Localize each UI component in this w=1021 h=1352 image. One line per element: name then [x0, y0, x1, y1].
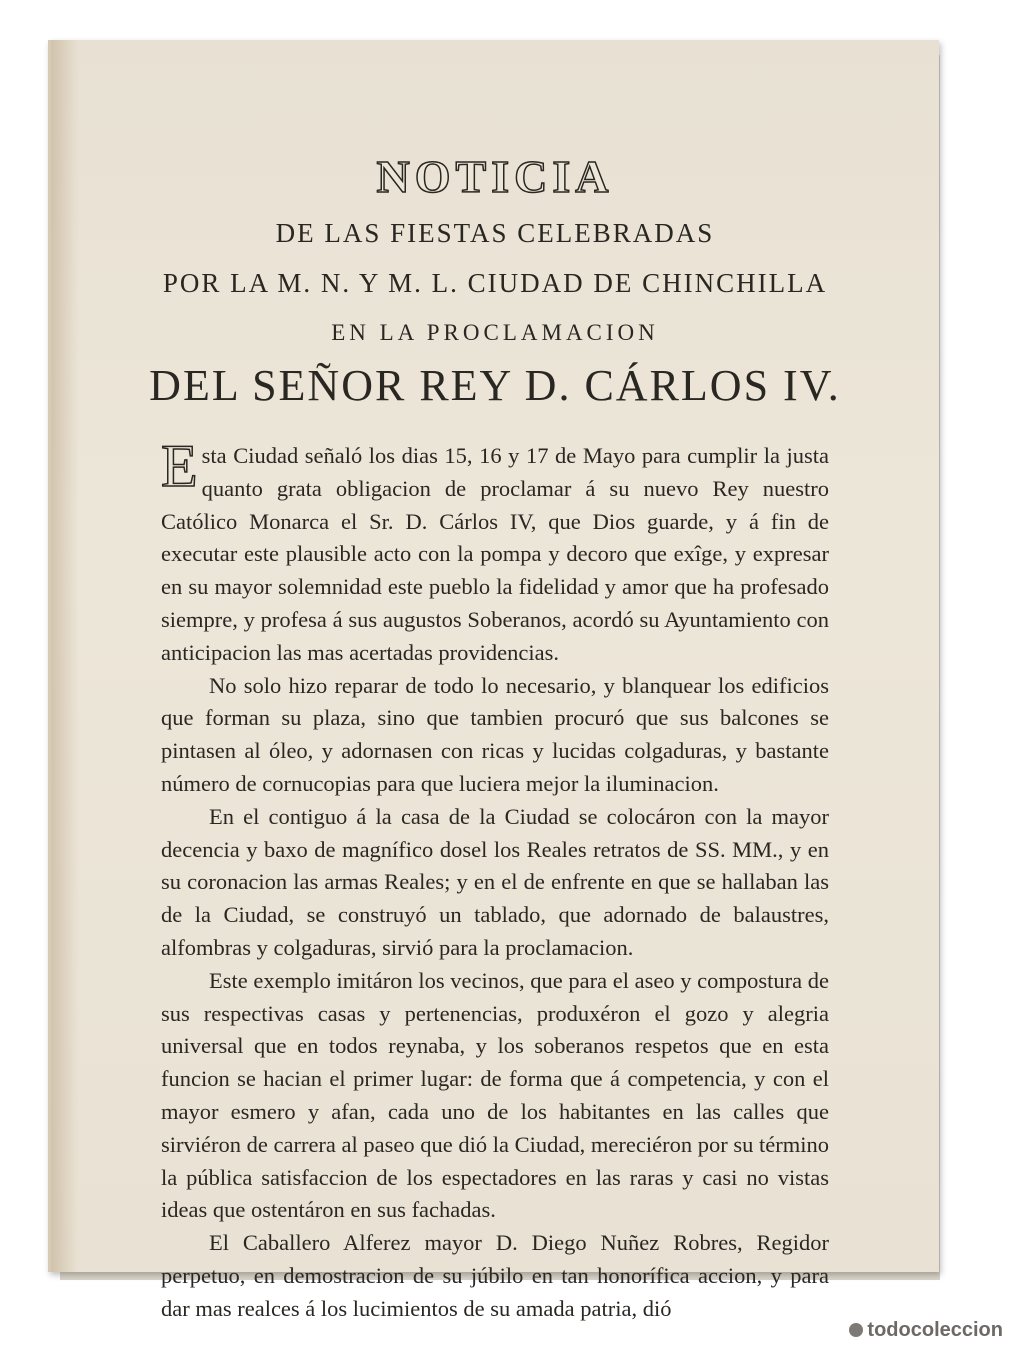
drop-cap: E [161, 433, 198, 499]
paragraph-3: En el contiguo á la casa de la Ciudad se colocáron con la mayor decencia y baxo de magnífico dosel los Reales retratos de SS. MM., y en su coronacion las armas Reales; y en el de enfrente en que se hallaban las de la Ciudad, se construyó un tablado, que adornado de balaustres, alfombras y colgaduras, sirvió para la proclamacion. [161, 803, 829, 960]
paragraph-4: Este exemplo imitáron los vecinos, que para el aseo y compostura de sus respectivas casas y pertenencias, produxéron el gozo y alegria universal que en todos reynaba, y los soberanos respetos que en esta funcion se hacian el primer lugar: de forma que á competencia, y con el mayor esmero y afan, cada uno de los habitantes en las calles que sirviéron de carrera al paseo que dió la Ciudad, mereciéron por su término la pública satisfaccion de los espectadores en las raras y casi no vistas ideas que ostentáron en sus fachadas. [161, 967, 829, 1223]
body-text [161, 433, 829, 1326]
paragraph-2: No solo hizo reparar de todo lo necesario, y blanquear los edificios que forman su plaza, sino que tambien procuró que sus balcones se pintasen al óleo, y adornasen con ricas y lucidas colgaduras, y bastante número de cornucopias para que luciera mejor la iluminacion. [161, 672, 829, 796]
paragraph-1 [161, 433, 829, 670]
heading-line-2: POR LA M. N. Y M. L. CIUDAD DE CHINCHILLA [162, 268, 828, 298]
heading-line-1: DE LAS FIESTAS CELEBRADAS [275, 218, 715, 248]
heading-line-3: EN LA PROCLAMACION [331, 320, 659, 345]
paragraph-5: El Caballero Alferez mayor D. Diego Nuñez Robres, Regidor perpetuo, en demostracion de su júbilo en tan honorífica accion, y para dar mas realces á los lucimientos de su amada patria, dió [161, 1230, 829, 1321]
watermark-text: todocoleccion [867, 1319, 1003, 1341]
watermark-logo [849, 1319, 1003, 1342]
heading-noticia: NOTICIA [376, 151, 614, 202]
paragraph-1-text: sta Ciudad señaló los dias 15, 16 y 17 de Mayo para cumplir la justa quanto grata obligacion de proclamar á su nuevo Rey nuestro Católico Monarca el Sr. D. Cárlos IV, que Dios guarde, y á fin de executar este plausible acto con la pompa y decoro que exîge, y expresar en su mayor solemnidad este pueblo la fidelidad y amor que ha profesado siempre, y profesa á sus augustos Soberanos, acordó su Ayuntamiento con anticipacion las mas acertadas providencias. [161, 443, 829, 665]
document-page [48, 40, 939, 1321]
watermark-icon [849, 1323, 863, 1337]
heading-line-4: DEL SEÑOR REY D. CÁRLOS IV. [149, 361, 841, 410]
